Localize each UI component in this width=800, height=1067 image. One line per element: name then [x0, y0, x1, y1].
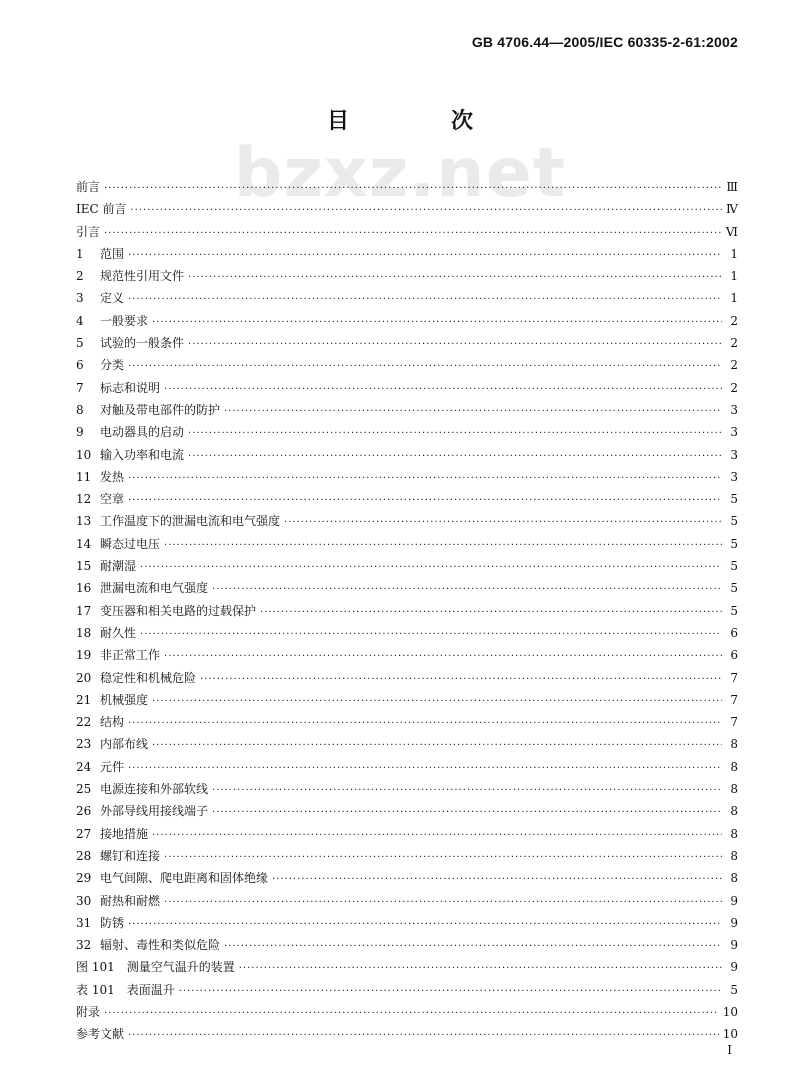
toc-entry[interactable]: [76, 287, 738, 309]
toc-entry-label: 泄漏电流和电气强度: [100, 581, 209, 596]
toc-entry-label: 电动器具的启动: [100, 425, 185, 440]
toc-dot-leader: [131, 200, 723, 222]
toc-dot-leader: [152, 735, 722, 757]
toc-entry[interactable]: [76, 533, 738, 555]
toc-entry-page: 5: [730, 492, 738, 507]
toc-entry-page: 5: [730, 559, 738, 574]
toc-dot-leader: [188, 446, 722, 468]
toc-entry-label: 发热: [100, 469, 125, 484]
toc-entry-number: 10: [76, 447, 92, 462]
toc-dot-leader: [212, 780, 722, 802]
toc-entry-label: 内部布线: [100, 737, 149, 752]
toc-entry-label: 分类: [100, 358, 125, 373]
toc-entry-page: 2: [730, 358, 738, 373]
toc-entry-page: 9: [730, 938, 738, 953]
toc-entry-page: 7: [730, 715, 738, 730]
toc-entry-label: 表 101 表面温升: [76, 982, 175, 997]
toc-entry[interactable]: [76, 845, 738, 867]
toc-entry-label: 前言: [76, 180, 101, 194]
toc-entry-label: 结构: [100, 715, 125, 730]
toc-dot-leader: [212, 802, 722, 824]
toc-entry-label: 耐热和耐燃: [100, 893, 161, 908]
toc-dot-leader: [128, 1025, 719, 1047]
toc-dot-leader: [128, 490, 722, 512]
toc-dot-leader: [128, 758, 722, 780]
toc-entry-label: 试验的一般条件: [100, 336, 185, 351]
toc-dot-leader: [188, 267, 722, 289]
toc-entry-page: 6: [730, 625, 738, 640]
toc-entry-number: 29: [76, 871, 92, 886]
toc-dot-leader: [152, 691, 722, 713]
toc-entry-label: 引言: [76, 224, 101, 239]
toc-entry-label: 辐射、毒性和类似危险: [100, 938, 221, 953]
toc-entry-label: 一般要求: [100, 313, 149, 328]
toc-entry-label: 规范性引用文件: [100, 269, 185, 284]
toc-entry-label: 耐久性: [100, 625, 137, 640]
toc-entry-page: 1: [730, 291, 738, 306]
toc-entry-label: 变压器和相关电路的过载保护: [100, 603, 257, 618]
toc-entry[interactable]: [76, 510, 738, 532]
toc-entry-number: 14: [76, 536, 92, 551]
toc-entry-label: 工作温度下的泄漏电流和电气强度: [100, 514, 281, 529]
toc-entry-number: 27: [76, 826, 92, 841]
toc-entry-page: 8: [730, 804, 738, 819]
toc-dot-leader: [128, 468, 722, 490]
toc-entry-number: 31: [76, 915, 92, 930]
toc-entry[interactable]: [76, 778, 738, 800]
toc-entry-number: 12: [76, 492, 92, 507]
toc-entry-page: 8: [730, 759, 738, 774]
toc-entry[interactable]: [76, 577, 738, 599]
toc-entry-label: 标志和说明: [100, 380, 161, 395]
toc-entry-page: 3: [730, 447, 738, 462]
toc-entry-page: 10: [722, 1004, 738, 1019]
toc-dot-leader: [128, 356, 722, 378]
toc-entry-label: 附录: [76, 1004, 101, 1019]
toc-dot-leader: [224, 936, 722, 958]
toc-entry-number: 19: [76, 648, 92, 663]
toc-entry[interactable]: [76, 354, 738, 376]
toc-dot-leader: [200, 669, 722, 691]
toc-entry[interactable]: [76, 890, 738, 912]
toc-entry[interactable]: [76, 600, 738, 622]
toc-entry-page: 7: [730, 670, 738, 685]
toc-dot-leader: [152, 825, 722, 847]
toc-entry-page: 6: [730, 648, 738, 663]
toc-dot-leader: [272, 869, 722, 891]
toc-entry-page: 5: [730, 581, 738, 596]
toc-entry-number: 16: [76, 581, 92, 596]
toc-entry-label: IEC 前言: [76, 202, 127, 217]
toc-entry[interactable]: [76, 466, 738, 488]
toc-entry-number: 5: [76, 336, 84, 351]
toc-entry[interactable]: [76, 979, 738, 1001]
toc-dot-leader: [164, 892, 722, 914]
toc-entry-label: 空章: [100, 492, 125, 507]
toc-entry-number: 3: [76, 291, 84, 306]
toc-dot-leader: [224, 401, 722, 423]
toc-entry-page: 3: [730, 469, 738, 484]
toc-dot-leader: [164, 847, 722, 869]
toc-entry[interactable]: [76, 956, 738, 978]
toc-entry[interactable]: [76, 867, 738, 889]
toc-entry[interactable]: [76, 800, 738, 822]
toc-entry-number: 18: [76, 625, 92, 640]
standard-code-header: GB 4706.44—2005/IEC 60335-2-61:2002: [471, 34, 738, 50]
toc-entry-label: 元件: [100, 759, 125, 774]
toc-entry[interactable]: [76, 555, 738, 577]
toc-title: 目 次: [326, 109, 513, 134]
toc-entry-page: 9: [730, 960, 738, 975]
toc-dot-leader: [188, 334, 722, 356]
toc-entry-number: 8: [76, 402, 84, 417]
toc-entry[interactable]: [76, 823, 738, 845]
toc-entry-number: 15: [76, 559, 92, 574]
toc-entry[interactable]: [76, 332, 738, 354]
toc-entry-number: 1: [76, 246, 84, 261]
toc-entry-number: 24: [76, 759, 92, 774]
toc-entry-page: 2: [730, 313, 738, 328]
toc-entry-label: 对触及带电部件的防护: [100, 402, 221, 417]
toc-entry[interactable]: [76, 377, 738, 399]
watermark: bzxz.net: [233, 134, 567, 213]
toc-dot-leader: [164, 379, 722, 401]
toc-dot-leader: [164, 646, 722, 668]
toc-entry[interactable]: [76, 176, 738, 198]
table-of-contents: [76, 176, 738, 1046]
toc-dot-leader: [128, 245, 722, 267]
toc-entry-page: 5: [730, 514, 738, 529]
toc-entry-label: 范围: [100, 246, 125, 261]
toc-dot-leader: [284, 512, 722, 534]
toc-dot-leader: [128, 914, 722, 936]
toc-entry[interactable]: [76, 1001, 738, 1023]
toc-entry-label: 螺钉和连接: [100, 848, 161, 863]
toc-entry-label: 瞬态过电压: [100, 536, 161, 551]
toc-entry-page: 8: [730, 848, 738, 863]
toc-entry[interactable]: [76, 1023, 738, 1045]
toc-dot-leader: [104, 223, 722, 245]
toc-entry-label: 外部导线用接线端子: [100, 804, 209, 819]
toc-entry-label: 定义: [100, 291, 125, 306]
toc-entry-number: 26: [76, 804, 92, 819]
toc-entry-label: 非正常工作: [100, 648, 161, 663]
page-number: Ⅰ: [727, 1043, 732, 1057]
toc-entry-label: 输入功率和电流: [100, 447, 185, 462]
toc-entry-page: 10: [722, 1027, 738, 1042]
toc-entry-page: 2: [730, 380, 738, 395]
toc-dot-leader: [239, 958, 722, 980]
toc-entry-number: 2: [76, 269, 84, 284]
toc-entry-number: 13: [76, 514, 92, 529]
toc-entry-page: 7: [730, 692, 738, 707]
toc-entry-label: 参考文献: [76, 1027, 125, 1042]
toc-entry-number: 9: [76, 425, 84, 440]
toc-entry-number: 20: [76, 670, 92, 685]
toc-dot-leader: [104, 1003, 719, 1025]
toc-entry[interactable]: [76, 667, 738, 689]
toc-entry[interactable]: [76, 221, 738, 243]
toc-entry-page: Ⅳ: [726, 202, 738, 217]
toc-entry-label: 稳定性和机械危险: [100, 670, 197, 685]
toc-entry-page: 9: [730, 915, 738, 930]
toc-entry-page: 1: [730, 246, 738, 261]
toc-entry-label: 机械强度: [100, 692, 149, 707]
toc-entry-number: 17: [76, 603, 92, 618]
toc-entry[interactable]: [76, 198, 738, 220]
toc-dot-leader: [104, 178, 722, 200]
toc-entry-number: 21: [76, 692, 92, 707]
toc-entry-number: 25: [76, 782, 92, 797]
toc-entry[interactable]: [76, 756, 738, 778]
toc-dot-leader: [179, 981, 722, 1003]
toc-entry-page: 3: [730, 425, 738, 440]
toc-dot-leader: [128, 289, 722, 311]
toc-entry[interactable]: [76, 243, 738, 265]
toc-entry-page: 9: [730, 893, 738, 908]
toc-entry[interactable]: [76, 622, 738, 644]
toc-dot-leader: [260, 602, 722, 624]
toc-entry[interactable]: [76, 733, 738, 755]
toc-entry-number: 32: [76, 938, 92, 953]
toc-entry-page: 5: [730, 603, 738, 618]
toc-entry-number: 23: [76, 737, 92, 752]
toc-entry-page: 3: [730, 402, 738, 417]
toc-entry-label: 图 101 测量空气温升的装置: [76, 960, 235, 975]
toc-entry-label: 电源连接和外部软线: [100, 782, 209, 797]
toc-entry-number: 30: [76, 893, 92, 908]
toc-entry[interactable]: [76, 689, 738, 711]
toc-dot-leader: [164, 535, 722, 557]
toc-entry-label: 耐潮湿: [100, 559, 137, 574]
toc-entry[interactable]: [76, 644, 738, 666]
toc-entry-number: 28: [76, 848, 92, 863]
toc-entry-page: Ⅲ: [726, 180, 738, 194]
toc-entry-page: 5: [730, 982, 738, 997]
toc-entry[interactable]: [76, 310, 738, 332]
toc-entry-page: 8: [730, 871, 738, 886]
toc-entry-label: 接地措施: [100, 826, 149, 841]
toc-entry-number: 4: [76, 313, 84, 328]
toc-entry[interactable]: [76, 265, 738, 287]
toc-entry-page: 5: [730, 536, 738, 551]
toc-dot-leader: [128, 713, 722, 735]
toc-entry-page: 8: [730, 737, 738, 752]
toc-entry-page: Ⅵ: [725, 224, 738, 239]
toc-dot-leader: [140, 557, 722, 579]
toc-entry[interactable]: [76, 934, 738, 956]
toc-dot-leader: [152, 312, 722, 334]
toc-entry[interactable]: [76, 912, 738, 934]
toc-entry-number: 11: [76, 469, 92, 484]
toc-entry-label: 防锈: [100, 915, 125, 930]
toc-dot-leader: [188, 423, 722, 445]
toc-entry-label: 电气间隙、爬电距离和固体绝缘: [100, 871, 269, 886]
toc-entry-page: 8: [730, 782, 738, 797]
toc-entry-number: 6: [76, 358, 84, 373]
toc-entry-page: 1: [730, 269, 738, 284]
toc-entry-page: 2: [730, 336, 738, 351]
toc-entry[interactable]: [76, 421, 738, 443]
toc-entry[interactable]: [76, 711, 738, 733]
toc-entry[interactable]: [76, 399, 738, 421]
toc-entry-number: 7: [76, 380, 84, 395]
toc-dot-leader: [140, 624, 722, 646]
toc-entry[interactable]: [76, 444, 738, 466]
toc-dot-leader: [212, 579, 722, 601]
toc-entry[interactable]: [76, 488, 738, 510]
toc-entry-number: 22: [76, 715, 92, 730]
toc-entry-page: 8: [730, 826, 738, 841]
